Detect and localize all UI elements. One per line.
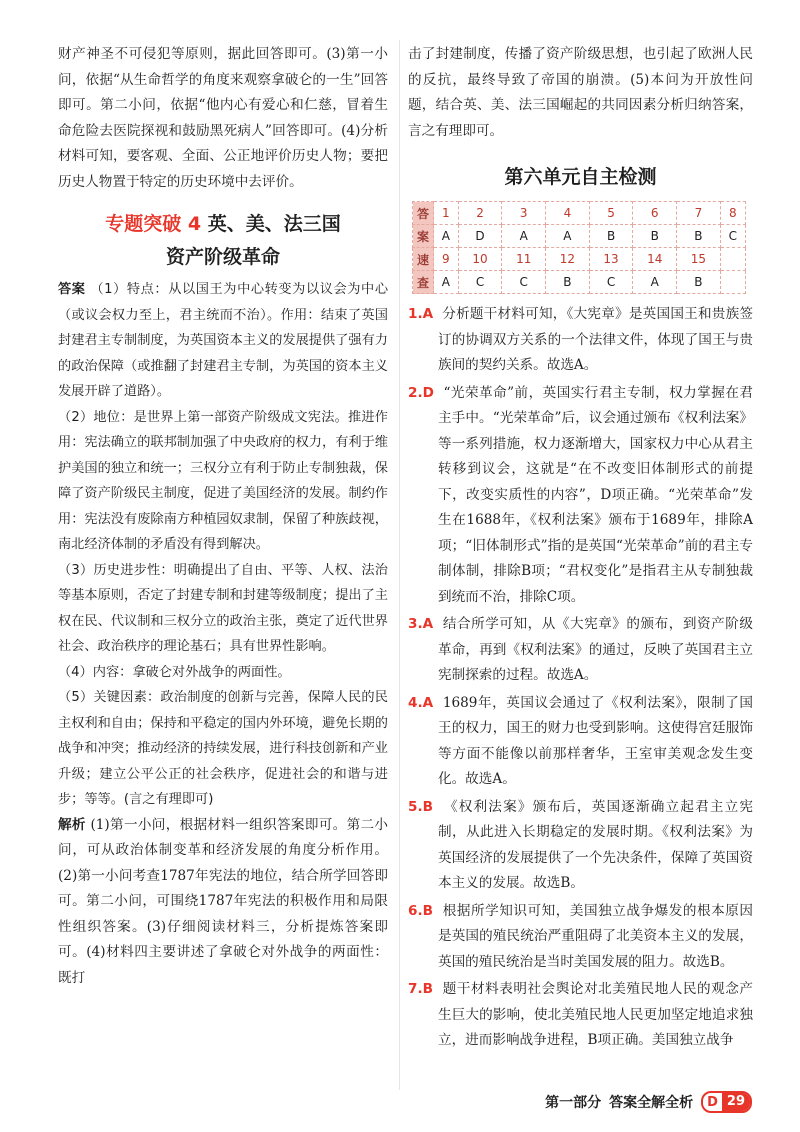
grid-num: 6	[633, 202, 677, 225]
grid-ans: D	[458, 225, 502, 248]
grid-ans: A	[434, 271, 459, 294]
footer-section: 第一部分	[545, 1095, 602, 1111]
question-7: 7.B 题干材料表明社会舆论对北美殖民地人民的观念产生巨大的影响，使北美殖民地人民更加坚定地追求独立，进而影响战争进程，B项正确。美国独立战争	[408, 981, 753, 1048]
grid-num: 5	[589, 202, 633, 225]
analysis-label: 解析	[58, 816, 86, 833]
grid-ans: C	[502, 271, 546, 294]
left-column	[58, 42, 388, 991]
page-footer	[545, 1091, 752, 1113]
grid-num: 9	[434, 248, 459, 271]
grid-num: 4	[546, 202, 590, 225]
answer-part-5: （5）关键因素：政治制度的创新与完善，保障人民的民主权利和自由；保持和平稳定的国内外环境，避免长期的战争和冲突；推动经济的持续发展，进行科技创新和产业升级；建立公平公正的社会秩序，促进社会的和谐与进步；等等。(言之有理即可)	[58, 690, 388, 807]
answer-part-4: （4）内容：拿破仑对外战争的两面性。	[58, 664, 291, 680]
page-number: 29	[722, 1093, 750, 1111]
answer-part-2: （2）地位：是世界上第一部资产阶级成文宪法。推进作用：宪法确立的联邦制加强了中央政府的权力，有利于维护美国的独立和统一；三权分立有利于防止专制独裁，保障了资产阶级民主制度，促进了美国经济的发展。制约作用：宪法没有废除南方种植园奴隶制，保留了种族歧视，南北经济体制的矛盾没有得到解决。	[58, 409, 388, 552]
grid-num: 12	[546, 248, 590, 271]
grid-label: 答	[413, 202, 434, 225]
question-5: 5.B 《权利法案》颁布后，英国逐渐确立起君主立宪制，从此进入长期稳定的发展时期。《权利法案》为英国经济的发展提供了一个先决条件，保障了英国资本主义的发展。故选B。	[408, 798, 753, 891]
grid-num: 8	[720, 202, 745, 225]
grid-ans: A	[434, 225, 459, 248]
grid-num: 7	[677, 202, 721, 225]
question-3: 3.A 结合所学可知，从《大宪章》的颁布，到资产阶级革命，再到《权利法案》的通过，反映了英国君主立宪制探索的过程。故选A。	[408, 616, 753, 683]
question-6: 6.B 根据所学知识可知，美国独立战争爆发的根本原因是英国的殖民统治严重阻碍了北美资本主义的发展，英国的殖民统治是当时美国发展的阻力。故选B。	[408, 902, 753, 970]
grid-num	[720, 248, 745, 271]
grid-ans: B	[546, 271, 590, 294]
grid-num: 1	[434, 202, 459, 225]
grid-num: 11	[502, 248, 546, 271]
continued-analysis: 财产神圣不可侵犯等原则，据此回答即可。(3)第一小问，依据“从生命哲学的角度来观察拿破仑的一生”回答即可。第二小问，依据“他内心有爱心和仁慈，冒着生命危险去医院探视和鼓励黑死病人”回答即可。(4)分析材料可知，要客观、全面、公正地评价历史人物；要把历史人物置于特定的历史环境中去评价。	[58, 46, 388, 190]
grid-ans: A	[633, 271, 677, 294]
grid-ans: C	[589, 271, 633, 294]
grid-ans: C	[720, 225, 745, 248]
right-column	[408, 42, 753, 1054]
grid-label: 案	[413, 225, 434, 248]
grid-label: 查	[413, 271, 434, 294]
grid-ans: A	[546, 225, 590, 248]
answer-part-3: （3）历史进步性：明确提出了自由、平等、人权、法治等基本原则，否定了封建专制和封建等级制度；提出了主权在民、代议制和三权分立的政治主张，奠定了近代世界社会、政治秩序的理论基石；具有世界性影响。	[58, 562, 388, 654]
answer-label: 答案	[58, 282, 86, 297]
grid-ans: B	[677, 225, 721, 248]
footer-title: 答案全解全析	[609, 1095, 694, 1111]
question-2: 2.D “光荣革命”前，英国实行君主专制，权力掌握在君主手中。“光荣革命”后，议会通过颁布《权利法案》等一系列措施，权力逐渐增大，国家权力中心从君主转移到议会，这就是“在不改变旧体制形式的前提下，改变实质性的内容”，D项正确。“光荣革命”发生在1688年，《权利法案》颁布于1689年，排除A项；“旧体制形式”指的是英国“光荣革命”前的君主专制体制，排除B项；“君权变化”是指君主从专制独裁到统而不治，排除C项。	[408, 384, 753, 605]
badge-letter: D	[707, 1094, 718, 1110]
grid-num: 2	[458, 202, 502, 225]
grid-ans	[720, 271, 745, 294]
analysis-paragraph: 解析 (1)第一小问，根据材料一组织答案即可。第二小问，可从政治体制变革和经济发展的角度分析作用。(2)第一小问考查1787年宪法的地位，结合所学回答即可。第二小问，可围绕1787年宪法的积极作用和局限性组织答案。(3)仔细阅读材料三，分析提炼答案即可。(4)材料四主要讲述了拿破仑对外战争的两面性：既打	[58, 816, 388, 986]
continued-analysis-right: 击了封建制度，传播了资产阶级思想，也引起了欧洲人民的反抗，最终导致了帝国的崩溃。(5)本问为开放性问题，结合英、美、法三国崛起的共同因素分析归纳答案，言之有理即可。	[408, 46, 753, 139]
grid-num: 10	[458, 248, 502, 271]
grid-num: 15	[677, 248, 721, 271]
grid-ans: B	[633, 225, 677, 248]
column-divider	[399, 40, 400, 1090]
grid-ans: A	[502, 225, 546, 248]
grid-ans: B	[677, 271, 721, 294]
grid-label: 速	[413, 248, 434, 271]
grid-ans: B	[589, 225, 633, 248]
grid-num: 3	[502, 202, 546, 225]
page-badge	[701, 1091, 752, 1113]
grid-num: 14	[633, 248, 677, 271]
answer-part-1: 答案 （1）特点：从以国王为中心转变为以议会为中心（或议会权力至上，君主统而不治）。作用：结束了英国封建君主专制制度，为英国资本主义的发展提供了强有力的政治保障（或推翻了封建君主专制，为英国的资本主义发展开辟了道路）。	[58, 282, 389, 399]
section-heading-tag: 专题突破 4	[105, 213, 202, 235]
question-4: 4.A 1689年，英国议会通过了《权利法案》，限制了国王的权力，国王的财力也受到影响。这使得宫廷服饰等方面不能像以前那样奢华，王室审美观念发生变化。故选A。	[408, 694, 753, 787]
question-1: 1.A 分析题干材料可知，《大宪章》是英国国王和贵族签订的协调双方关系的一个法律文件，体现了国王与贵族间的契约关系。故选A。	[408, 306, 753, 373]
section-heading-subtitle: 资产阶级革命	[165, 246, 280, 268]
unit-title: 第六单元自主检测	[504, 166, 657, 188]
grid-ans: C	[458, 271, 502, 294]
answer-grid	[412, 201, 746, 294]
grid-num: 13	[589, 248, 633, 271]
section-heading-title: 英、美、法三国	[207, 213, 341, 235]
section-heading	[58, 209, 388, 239]
